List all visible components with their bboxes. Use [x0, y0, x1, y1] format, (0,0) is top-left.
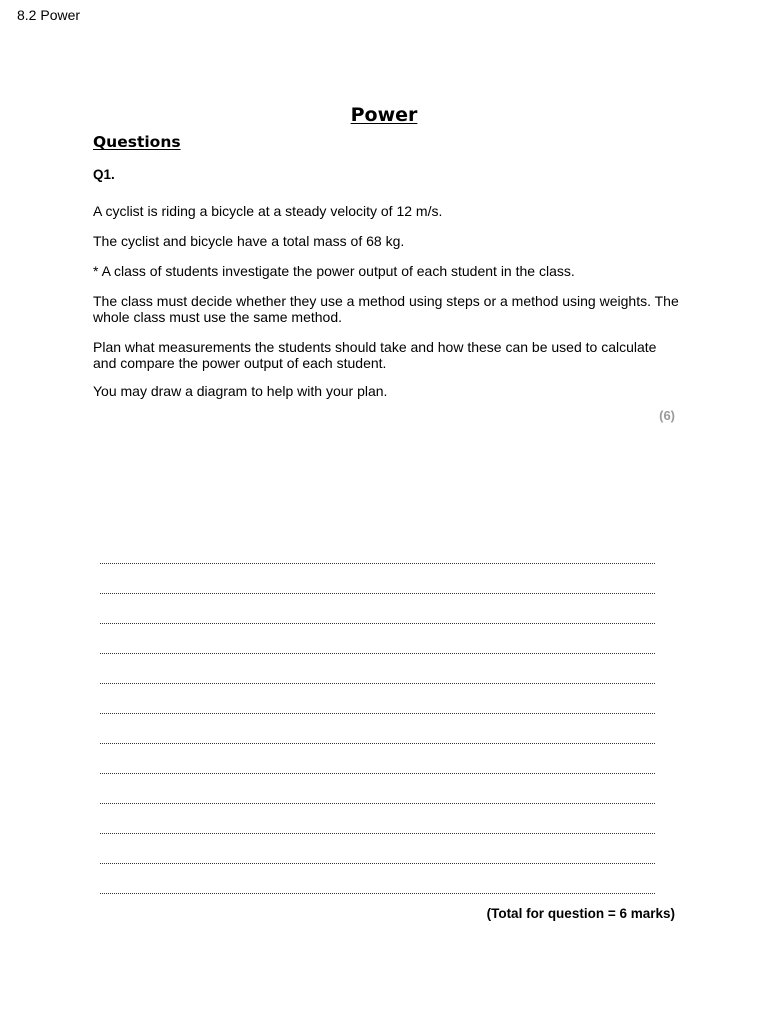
- question-paragraph: The class must decide whether they use a method using steps or a method using weights. The whole class must use the same method.: [93, 293, 679, 325]
- answer-line[interactable]: [100, 864, 655, 894]
- answer-line[interactable]: [100, 834, 655, 864]
- answer-lines-area[interactable]: [100, 558, 655, 918]
- question-paragraph: You may draw a diagram to help with your plan.: [93, 383, 388, 399]
- question-number: Q1.: [93, 167, 115, 182]
- answer-line[interactable]: [100, 744, 655, 774]
- answer-line[interactable]: [100, 624, 655, 654]
- page-header-label: 8.2 Power: [17, 7, 81, 23]
- answer-line[interactable]: [100, 684, 655, 714]
- answer-line[interactable]: [100, 534, 655, 564]
- answer-line[interactable]: [100, 594, 655, 624]
- answer-line[interactable]: [100, 564, 655, 594]
- question-paragraph: * A class of students investigate the power output of each student in the class.: [93, 263, 575, 279]
- question-paragraph: Plan what measurements the students should take and how these can be used to calculate and compare the power output of each student.: [93, 339, 657, 371]
- page-title: Power: [350, 104, 418, 126]
- question-paragraph: A cyclist is riding a bicycle at a steady velocity of 12 m/s.: [93, 203, 443, 219]
- answer-line[interactable]: [100, 774, 655, 804]
- answer-line[interactable]: [100, 804, 655, 834]
- question-paragraph: The cyclist and bicycle have a total mass of 68 kg.: [93, 233, 405, 249]
- marks-label: (6): [659, 408, 675, 423]
- answer-line[interactable]: [100, 654, 655, 684]
- total-marks-label: (Total for question = 6 marks): [486, 906, 675, 921]
- section-heading: Questions: [93, 133, 181, 151]
- answer-line[interactable]: [100, 714, 655, 744]
